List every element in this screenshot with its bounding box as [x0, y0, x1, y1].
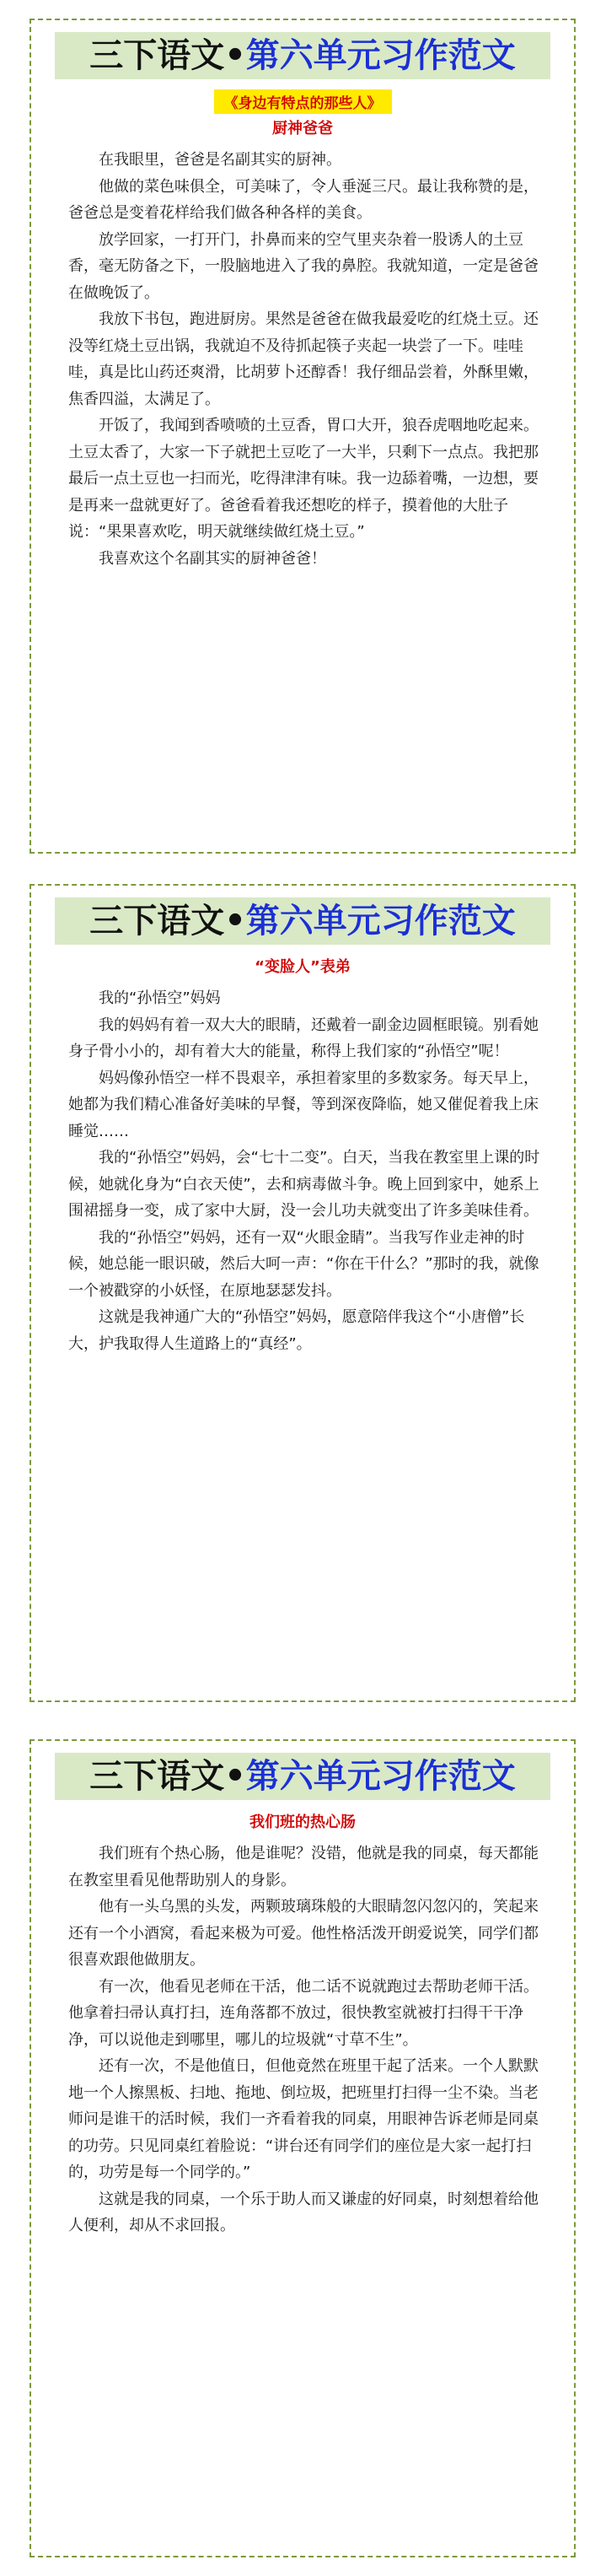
paragraph: 他做的菜色味俱全，可美味了，令人垂涎三尺。最让我称赞的是，爸爸总是变着花样给我们做各种各样的美食。 — [68, 177, 539, 222]
paragraph: 我的“孙悟空”妈妈 — [99, 989, 221, 1007]
paragraph: 我的“孙悟空”妈妈，还有一双“火眼金睛”。当我写作业走神的时候，她总能一眼识破，然后大呵一声：“你在干什么？”那时的我，就像一个被戳穿的小妖怪，在原地瑟瑟发抖。 — [68, 1228, 539, 1300]
paragraph: 我喜欢这个名副其实的厨神爸爸！ — [99, 549, 326, 568]
paragraph: 这就是我神通广大的“孙悟空”妈妈，愿意陪伴我这个“小唐僧”长大，护我取得人生道路上的“真经”。 — [68, 1308, 525, 1353]
paragraph: 妈妈像孙悟空一样不畏艰辛，承担着家里的多数家务。每天早上，她都为我们精心准备好美味的早餐，等到深夜降临，她又催促着我上床睡觉…… — [68, 1069, 539, 1140]
paragraph: 我们班有个热心肠，他是谁呢？没错，他就是我的同桌，每天都能在教室里看见他帮助别人的身影。 — [68, 1845, 539, 1889]
essay-body — [68, 985, 542, 1357]
paragraph: 我的“孙悟空”妈妈，会“七十二变”。白天，当我在教室里上课的时候，她就化身为“白衣天使”，去和病毒做斗争。晚上回到家中，她系上围裙摇身一变，成了家中大厨，没一会儿功夫就变出了许多美味佳肴。 — [68, 1149, 540, 1220]
essay-card-1 — [29, 19, 576, 854]
banner-title-blue: 第六单元习作范文 — [245, 1757, 516, 1796]
topic-row — [31, 89, 574, 114]
topic-label: 《身边有特点的那些人》 — [214, 89, 392, 114]
header-banner — [55, 32, 550, 79]
paragraph: 开饭了，我闻到香喷喷的土豆香，胃口大开，狼吞虎咽地吃起来。土豆太香了，大家一下子就把土豆吃了一大半，只剩下一点点。我把那最后一点土豆也一扫而光，吃得津津有味。我一边舔着嘴，一边想，要是再来一盘就更好了。爸爸看着我还想吃的样子，摸着他的大肚子说：“果果喜欢吃，明天就继续做红烧土豆。” — [68, 417, 539, 541]
paragraph: 这就是我的同桌，一个乐于助人而又谦虚的好同桌，时刻想着给他人便利，却从不求回报。 — [68, 2190, 539, 2234]
banner-title-black: 三下语文• — [89, 902, 246, 940]
essay-card-3 — [29, 1739, 576, 2557]
essay-title: 厨神爸爸 — [272, 120, 333, 137]
header-banner — [55, 1753, 550, 1800]
essay-card-2 — [29, 884, 576, 1702]
banner-title-blue: 第六单元习作范文 — [245, 36, 516, 75]
essay-body — [68, 147, 542, 572]
paragraph: 我的妈妈有着一双大大的眼睛，还戴着一副金边圆框眼镜。别看她身子骨小小的，却有着大大的能量，称得上我们家的“孙悟空”呢！ — [68, 1016, 539, 1060]
banner-title-black: 三下语文• — [89, 36, 246, 75]
paragraph: 我放下书包，跑进厨房。果然是爸爸在做我最爱吃的红烧土豆。还没等红烧土豆出锅，我就迫不及待抓起筷子夹起一块尝了一下。哇哇哇，真是比山药还爽滑，比胡萝卜还醇香！我仔细品尝着，外酥里嫩，焦香四溢，太满足了。 — [68, 310, 539, 408]
paragraph: 还有一次，不是他值日，但他竟然在班里干起了活来。一个人默默地一个人擦黑板、扫地、拖地、倒垃圾，把班里打扫得一尘不染。当老师问是谁干的活时候，我们一齐看着我的同桌，用眼神告诉老师是同桌的功劳。只见同桌红着脸说：“讲台还有同学们的座位是大家一起打扫的，功劳是每一个同学的。” — [68, 2057, 539, 2181]
banner-title-blue: 第六单元习作范文 — [245, 902, 516, 940]
essay-title: “变脸人”表弟 — [255, 958, 351, 976]
paragraph: 在我眼里，爸爸是名副其实的厨神。 — [99, 151, 341, 169]
paragraph: 有一次，他看见老师在干活，他二话不说就跑过去帮助老师干活。他拿着扫帚认真打扫，连角落都不放过，很快教室就被打扫得干干净净，可以说他走到哪里，哪儿的垃圾就“寸草不生”。 — [68, 1977, 539, 2049]
banner-title-black: 三下语文• — [89, 1757, 246, 1796]
essay-body — [68, 1840, 542, 2239]
paragraph: 他有一头乌黑的头发，两颗玻璃珠般的大眼睛忽闪忽闪的，笑起来还有一个小酒窝，看起来极为可爱。他性格活泼开朗爱说笑，同学们都很喜欢跟他做朋友。 — [68, 1898, 539, 1969]
header-banner — [55, 897, 550, 945]
essay-title: 我们班的热心肠 — [249, 1813, 356, 1831]
paragraph: 放学回家，一打开门，扑鼻而来的空气里夹杂着一股诱人的土豆香，毫无防备之下，一股脑地进入了我的鼻腔。我就知道，一定是爸爸在做晚饭了。 — [68, 230, 539, 302]
